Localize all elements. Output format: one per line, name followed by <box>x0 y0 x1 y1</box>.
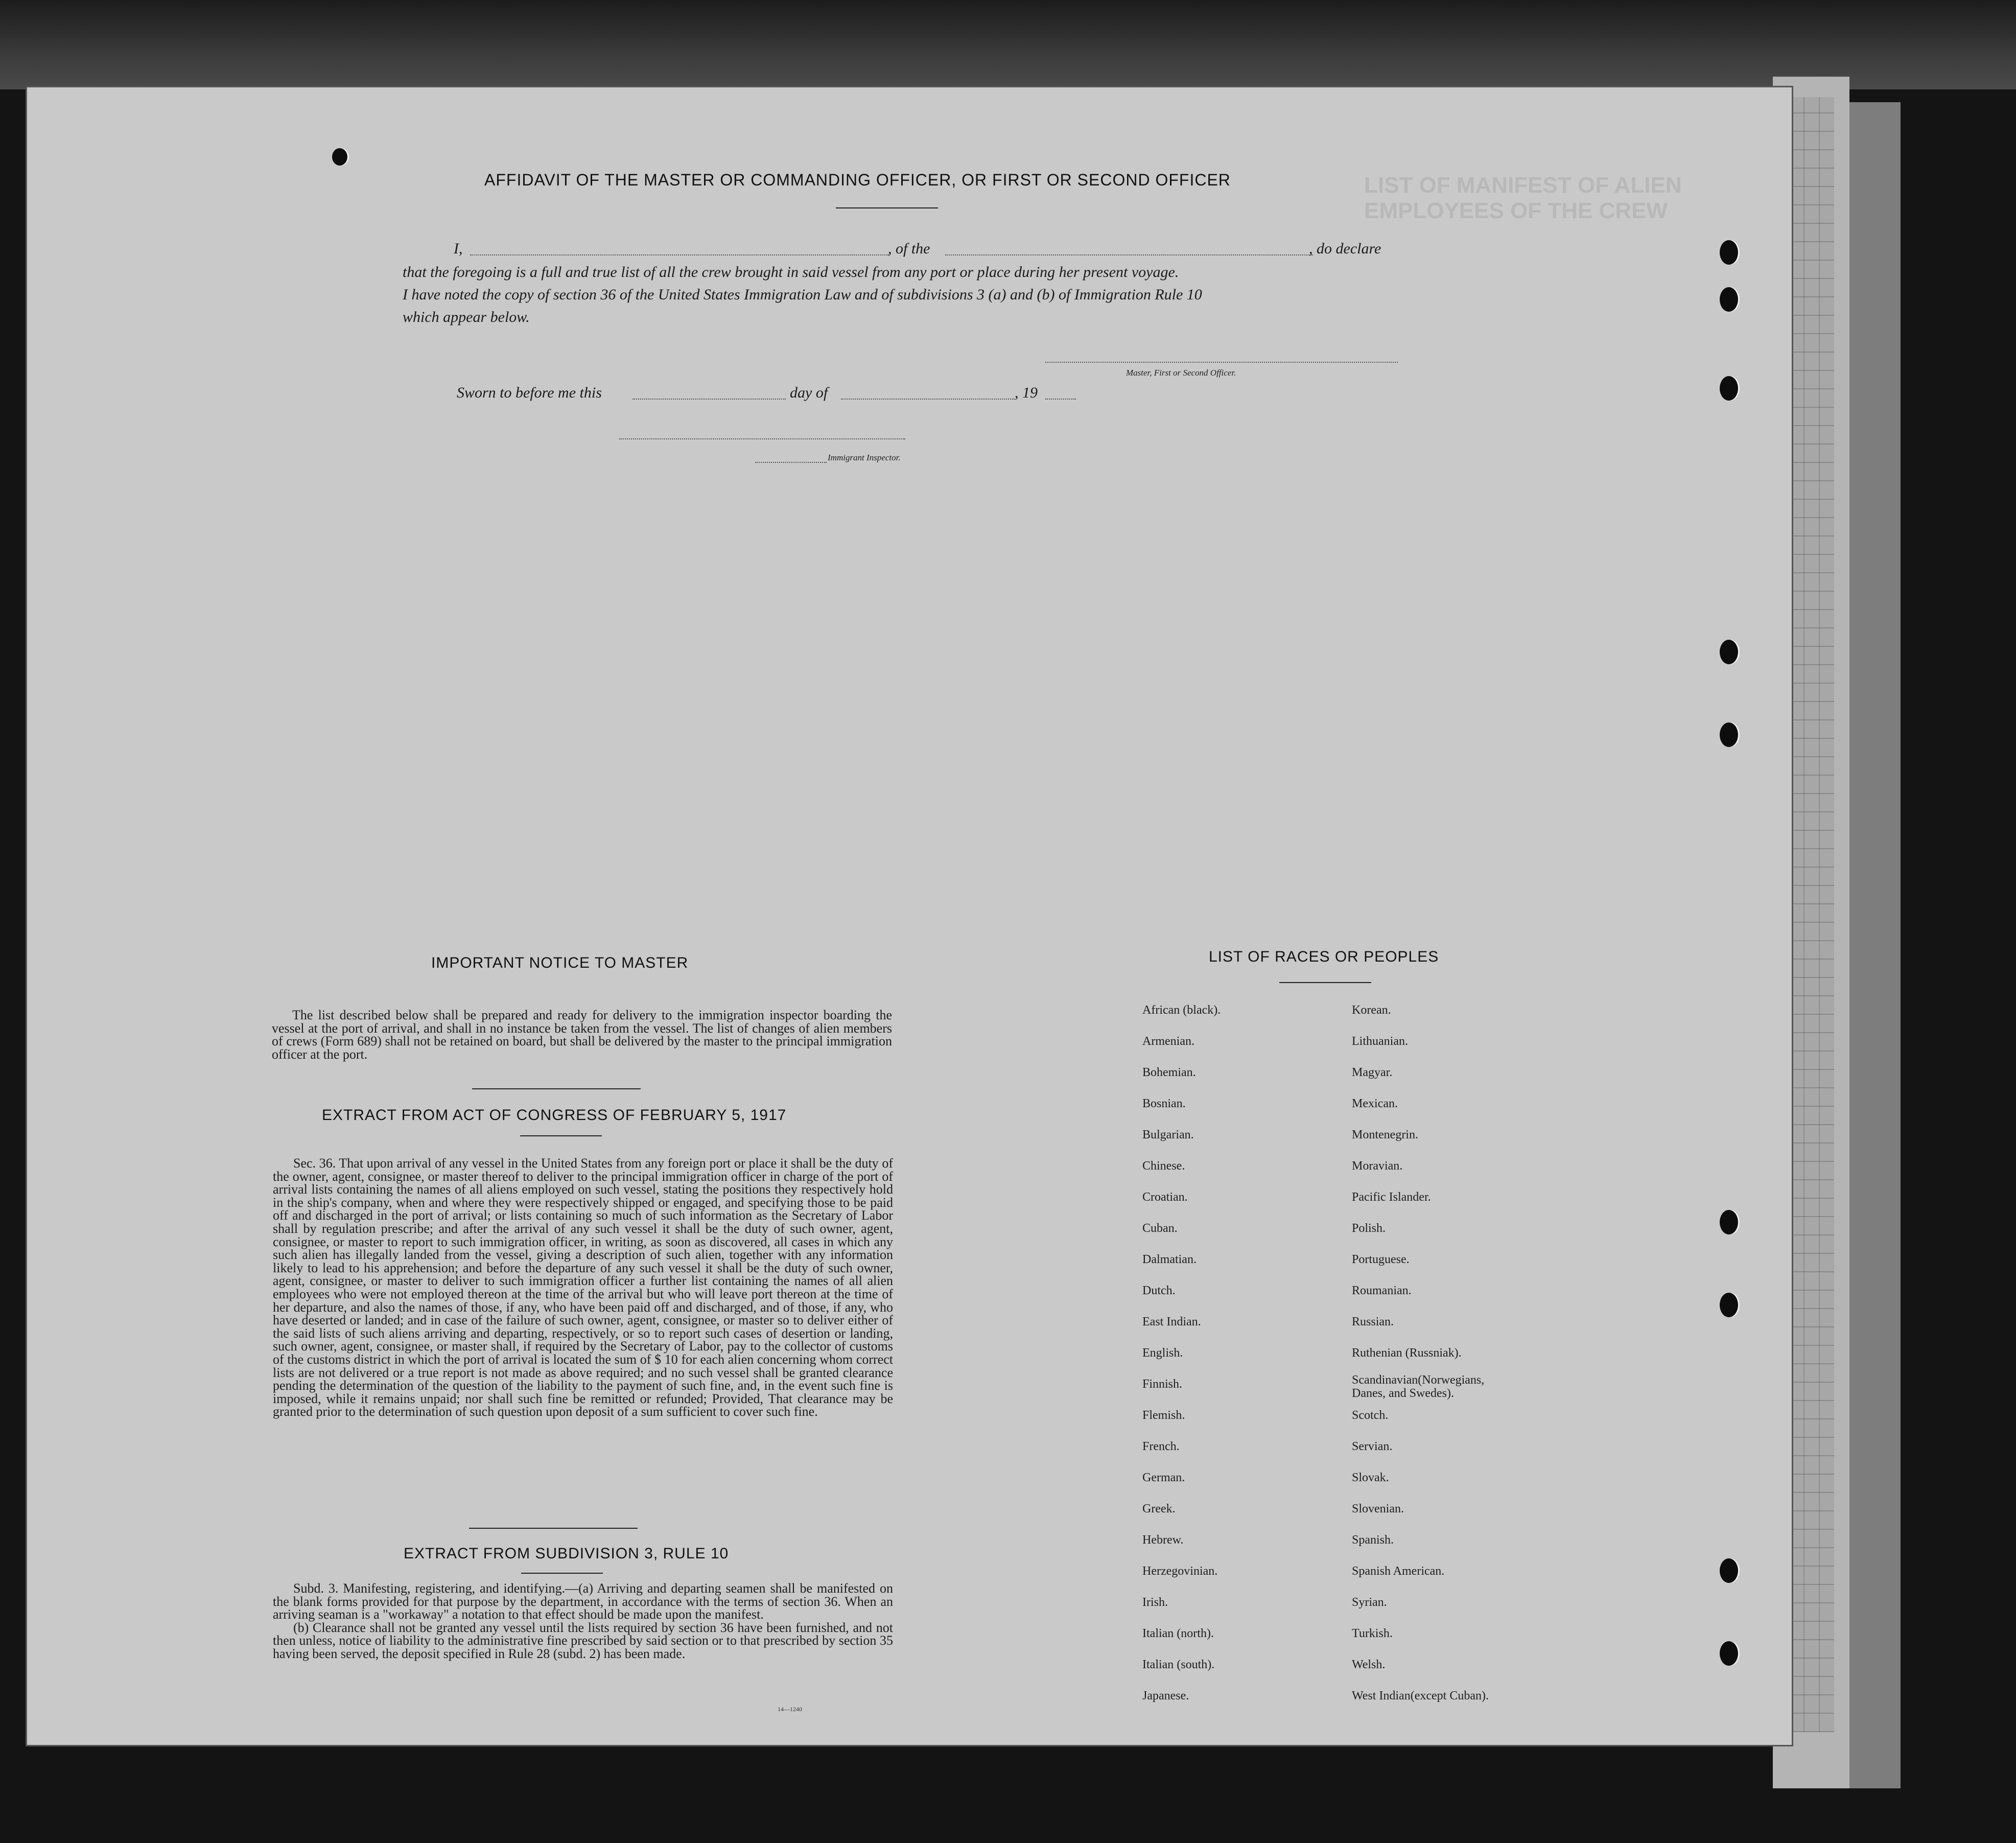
binder-hole <box>1720 722 1738 747</box>
act-body <box>273 1157 893 1418</box>
binder-hole <box>332 148 347 166</box>
binding-edge <box>0 0 2016 89</box>
race-entry: Greek. <box>1142 1502 1176 1515</box>
inspector-dotted-lead <box>755 462 827 463</box>
race-entry: Mexican. <box>1352 1097 1398 1110</box>
race-entry: French. <box>1142 1440 1180 1453</box>
year-prefix: , 19 <box>1015 384 1038 401</box>
notice-rule <box>472 1088 641 1089</box>
binder-hole <box>1720 640 1738 664</box>
affidavit-line3: I have noted the copy of section 36 of the United States Immigration Law and of subdivisions 3 (a) and (b) of Immigration Rule 10 <box>403 286 1202 303</box>
race-entry: Hebrew. <box>1142 1533 1184 1547</box>
races-title: LIST OF RACES OR PEOPLES <box>1209 948 1439 965</box>
binder-hole <box>1720 1293 1738 1317</box>
race-entry: African (black). <box>1142 1004 1221 1017</box>
race-entry: Spanish. <box>1352 1533 1394 1547</box>
race-entry: Dalmatian. <box>1142 1253 1197 1266</box>
day-of-text: day of <box>790 384 828 401</box>
rule-rule <box>521 1573 603 1574</box>
binder-hole <box>1720 240 1738 265</box>
race-entry: Servian. <box>1352 1440 1393 1453</box>
race-entry: Polish. <box>1352 1222 1386 1235</box>
race-entry: Flemish. <box>1142 1409 1185 1422</box>
act-bottom-rule <box>469 1528 638 1529</box>
affidavit-i: I, <box>454 240 463 257</box>
race-entry: Turkish. <box>1352 1627 1393 1640</box>
binder-hole <box>1720 1558 1738 1583</box>
race-entry: Scandinavian(Norwegians, Danes, and Swedes). <box>1352 1373 1485 1400</box>
race-entry: Syrian. <box>1352 1596 1387 1609</box>
race-entry: Welsh. <box>1352 1658 1386 1671</box>
sworn-text: Sworn to before me this <box>457 384 602 401</box>
race-entry: Roumanian. <box>1352 1284 1412 1297</box>
binder-hole <box>1720 1210 1738 1234</box>
manifest-page <box>26 86 1793 1746</box>
rule-title: EXTRACT FROM SUBDIVISION 3, RULE 10 <box>404 1545 729 1562</box>
race-entry: Bulgarian. <box>1142 1128 1194 1141</box>
form-number: 14—1240 <box>778 1706 802 1713</box>
rule-body <box>273 1582 893 1661</box>
month-blank[interactable] <box>841 399 1015 400</box>
act-title: EXTRACT FROM ACT OF CONGRESS OF FEBRUARY 5, 1917 <box>322 1107 787 1124</box>
vessel-blank[interactable] <box>945 254 1313 255</box>
race-entry: Chinese. <box>1142 1159 1185 1173</box>
race-entry: Bohemian. <box>1142 1066 1196 1079</box>
subdivision-a-text: Subd. 3. Manifesting, registering, and identifying.—(a) Arriving and departing seamen shall be manifested on the blank forms provided for that purpose by the department, in accordance with the terms of section 36. When an arriving seaman is a "workaway" a notation to that effect should be made upon the manifest. <box>273 1581 893 1622</box>
race-entry: English. <box>1142 1346 1183 1360</box>
affidavit-declare: , do declare <box>1309 240 1381 257</box>
race-entry: Ruthenian (Russniak). <box>1352 1346 1462 1360</box>
race-entry: East Indian. <box>1142 1315 1201 1328</box>
race-entry: Russian. <box>1352 1315 1394 1328</box>
race-entry: Japanese. <box>1142 1689 1189 1702</box>
race-entry: West Indian(except Cuban). <box>1352 1689 1489 1702</box>
race-entry: Magyar. <box>1352 1066 1393 1079</box>
race-entry: Croatian. <box>1142 1191 1188 1204</box>
notice-body <box>272 1009 892 1061</box>
race-entry: Portuguese. <box>1352 1253 1410 1266</box>
affidavit-line2: that the foregoing is a full and true list of all the crew brought in said vessel from any port or place during her present voyage. <box>403 264 1179 281</box>
notice-text: The list described below shall be prepared and ready for delivery to the immigration inspector boarding the vessel at the port of arrival, and shall in no instance be taken from the vessel. The list of changes of alien members of crews (Form 689) shall not be retained on board, but shall be delivered by the master to the principal immigration officer at the port. <box>272 1008 892 1062</box>
race-entry: Lithuanian. <box>1352 1035 1408 1048</box>
binder-hole <box>1720 1641 1738 1666</box>
race-entry: Dutch. <box>1142 1284 1176 1297</box>
race-entry: Italian (south). <box>1142 1658 1215 1671</box>
race-entry: Slovenian. <box>1352 1502 1404 1515</box>
act-rule <box>520 1135 602 1136</box>
race-entry: Slovak. <box>1352 1471 1389 1484</box>
race-entry: Italian (north). <box>1142 1627 1214 1640</box>
notice-title: IMPORTANT NOTICE TO MASTER <box>431 954 689 971</box>
day-blank[interactable] <box>632 399 786 400</box>
inspector-caption: Immigrant Inspector. <box>828 453 901 462</box>
race-entry: Herzegovinian. <box>1142 1565 1218 1578</box>
bleed-through-text: LIST OF MANIFEST OF ALIEN EMPLOYEES OF THE CREW <box>1364 173 1682 223</box>
race-entry: Scotch. <box>1352 1409 1389 1422</box>
master-caption: Master, First or Second Officer. <box>1126 368 1236 378</box>
race-entry: German. <box>1142 1471 1185 1484</box>
ledger-grid-strip <box>1788 97 1834 1732</box>
race-entry: Cuban. <box>1142 1222 1178 1235</box>
race-entry: Armenian. <box>1142 1035 1194 1048</box>
section-36-text: Sec. 36. That upon arrival of any vessel in the United States from any foreign port or place it shall be the duty of the owner, agent, consignee, or master thereof to deliver to the principal immigration officer in charge of the port of arrival lists containing the names of all aliens employed on such vessel, stating the positions they respectively hold in the ship's company, when and where they were respectively shipped or engaged, and specifying those to be paid off and discharged in the port of arrival; or lists containing so much of such information as the Secretary of Labor shall by regulation prescribe; and after the arrival of any such vessel it shall be the duty of such owner, agent, consignee, or master to report to such immigration officer, in writing, as soon as discovered, all cases in which any such alien has illegally landed from the vessel, giving a description of such alien, together with any information likely to lead to his apprehension; and before the departure of any such vessel it shall be the duty of such owner, agent, consignee, or master to deliver to such immigration officer a further list containing the names of all alien employees who were not employed thereon at the time of the arrival but who will leave port thereon at the time of her departure, and also the names of those, if any, who have been paid off and discharged, and of those, if any, who have deserted or landed; and in case of the failure of such owner, agent, consignee, or master so to deliver either of the said lists of such aliens arriving and departing, respectively, or so to report such cases of desertion or landing, such owner, agent, consignee, or master shall, if required by the Secretary of Labor, pay to the collector of customs of the customs district in which the port of arrival is located the sum of $ 10 for each alien concerning whom correct lists are not delivered or a true report is not made as above required; and no such vessel shall be granted clearance pending the determination of the question of the liability to the payment of such fine, and, in the event such fine is imposed, while it remains unpaid; nor shall such fine be remitted or refunded; Provided, That clearance may be granted prior to the determination of such question upon deposit of a sum sufficient to cover such fine. <box>273 1156 893 1419</box>
affidavit-title: AFFIDAVIT OF THE MASTER OR COMMANDING OFFICER, OR FIRST OR SECOND OFFICER <box>484 171 1231 189</box>
year-blank[interactable] <box>1045 399 1076 400</box>
race-entry: Pacific Islander. <box>1352 1191 1431 1204</box>
affidavit-line4: which appear below. <box>403 309 530 325</box>
races-rule <box>1279 982 1371 983</box>
race-entry: Moravian. <box>1352 1159 1403 1173</box>
race-entry: Spanish American. <box>1352 1565 1445 1578</box>
master-signature-blank[interactable] <box>1045 362 1398 363</box>
affidavit-rule <box>836 207 938 208</box>
name-blank[interactable] <box>470 254 889 255</box>
race-entry: Montenegrin. <box>1352 1128 1418 1141</box>
race-entry: Korean. <box>1352 1004 1391 1017</box>
affidavit-of-the: , of the <box>888 240 930 257</box>
race-entry: Finnish. <box>1142 1378 1183 1391</box>
race-entry: Bosnian. <box>1142 1097 1186 1110</box>
binder-hole <box>1720 376 1738 401</box>
subdivision-b-text: (b) Clearance shall not be granted any vessel until the lists required by section 36 have been furnished, and not then unless, notice of liability to the administrative fine prescribed by said section or to that prescribed by section 35 having been served, the deposit specified in Rule 28 (subd. 2) has been made. <box>273 1620 893 1661</box>
binder-hole <box>1720 287 1738 312</box>
race-entry: Irish. <box>1142 1596 1168 1609</box>
inspector-signature-blank[interactable] <box>619 438 905 439</box>
